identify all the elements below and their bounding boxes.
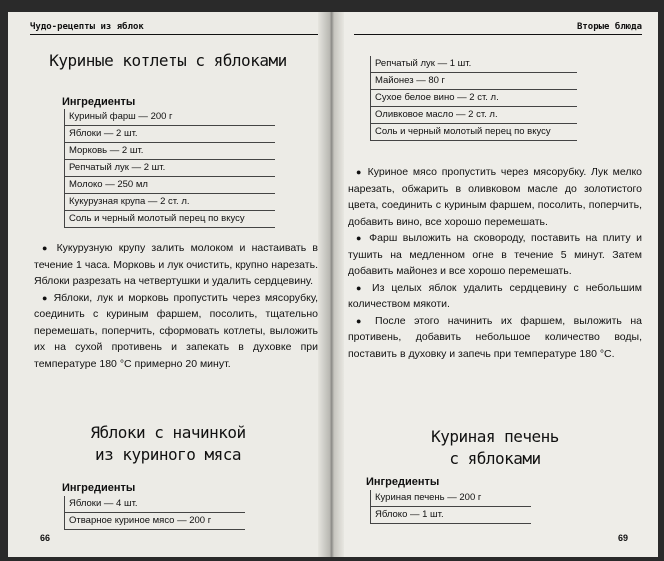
ingredient-item: Молоко — 250 мл xyxy=(65,177,275,194)
step-paragraph: ● Куриное мясо пропустить через мясорубку. Лук мелко нарезать, обжарить в оливковом масле до золотистого цвета, соединить с куриным фаршем, посолить, поперчить, добавить вино, все хорошо перемешать. xyxy=(348,164,642,230)
right-page xyxy=(334,12,658,557)
recipe-steps xyxy=(34,240,318,372)
ingredient-item: Соль и черный молотый перец по вкусу xyxy=(65,211,275,228)
ingredient-item: Кукурузная крупа — 2 ст. л. xyxy=(65,194,275,211)
recipe-steps xyxy=(348,164,642,362)
running-head: Чудо-рецепты из яблок xyxy=(30,22,320,35)
page-number: 66 xyxy=(40,533,51,543)
step-paragraph: ● Яблоки, лук и морковь пропустить через мясорубку, соединить с куриным фаршем, посолить, тщательно перемешать, поперчить, сформовать котлеты, выложить их на сухой противень и запекать в духовке при температуре 180 °С примерно 20 минут. xyxy=(34,290,318,373)
book-gutter xyxy=(318,12,344,557)
recipe-title-line: из куриного мяса xyxy=(94,445,242,464)
left-page xyxy=(8,12,328,557)
recipe-title-line: Куриная печень xyxy=(431,427,559,446)
ingredients-list xyxy=(370,56,577,141)
step-paragraph: ● Кукурузную крупу залить молоком и настаивать в течение 1 часа. Морковь и лук очистить, крупно нарезать. Яблоки разрезать на четвертушки и удалить сердцевину. xyxy=(34,240,318,290)
ingredient-item: Отварное куриное мясо — 200 г xyxy=(65,513,245,530)
recipe-title-line: с яблоками xyxy=(449,449,541,468)
recipe-title xyxy=(348,426,642,470)
ingredients-list xyxy=(64,496,245,530)
ingredients-list xyxy=(64,109,275,228)
ingredient-item: Оливковое масло — 2 ст. л. xyxy=(371,107,577,124)
step-paragraph: ● Фарш выложить на сковороду, поставить на плиту и тушить на медленном огне в течение 5 минут. Затем добавить майонез и все хорошо перемешать. xyxy=(348,230,642,280)
ingredient-item: Яблоки — 4 шт. xyxy=(65,496,245,513)
recipe-title xyxy=(18,422,318,466)
ingredient-item: Репчатый лук — 1 шт. xyxy=(371,56,577,73)
ingredient-item: Морковь — 2 шт. xyxy=(65,143,275,160)
recipe-title: Куриные котлеты с яблоками xyxy=(49,51,287,70)
ingredients-heading: Ингредиенты xyxy=(366,476,440,488)
recipe-title-line: Яблоки с начинкой xyxy=(90,423,246,442)
ingredients-heading: Ингредиенты xyxy=(62,96,136,108)
ingredient-item: Яблоки — 2 шт. xyxy=(65,126,275,143)
ingredients-heading: Ингредиенты xyxy=(62,482,136,494)
ingredient-item: Сухое белое вино — 2 ст. л. xyxy=(371,90,577,107)
ingredient-item: Репчатый лук — 2 шт. xyxy=(65,160,275,177)
ingredient-item: Соль и черный молотый перец по вкусу xyxy=(371,124,577,141)
running-head: Вторые блюда xyxy=(354,22,642,35)
step-paragraph: ● После этого начинить их фаршем, выложить на противень, добавить небольшое количество воды, поставить в духовку и запечь при температуре 180 °С. xyxy=(348,313,642,363)
ingredient-item: Майонез — 80 г xyxy=(371,73,577,90)
step-paragraph: ● Из целых яблок удалить сердцевину с небольшим количеством мякоти. xyxy=(348,280,642,313)
ingredient-item: Яблоко — 1 шт. xyxy=(371,507,531,524)
ingredient-item: Куриная печень — 200 г xyxy=(371,490,531,507)
ingredients-list xyxy=(370,490,531,524)
ingredient-item: Куриный фарш — 200 г xyxy=(65,109,275,126)
page-number: 69 xyxy=(617,533,628,543)
